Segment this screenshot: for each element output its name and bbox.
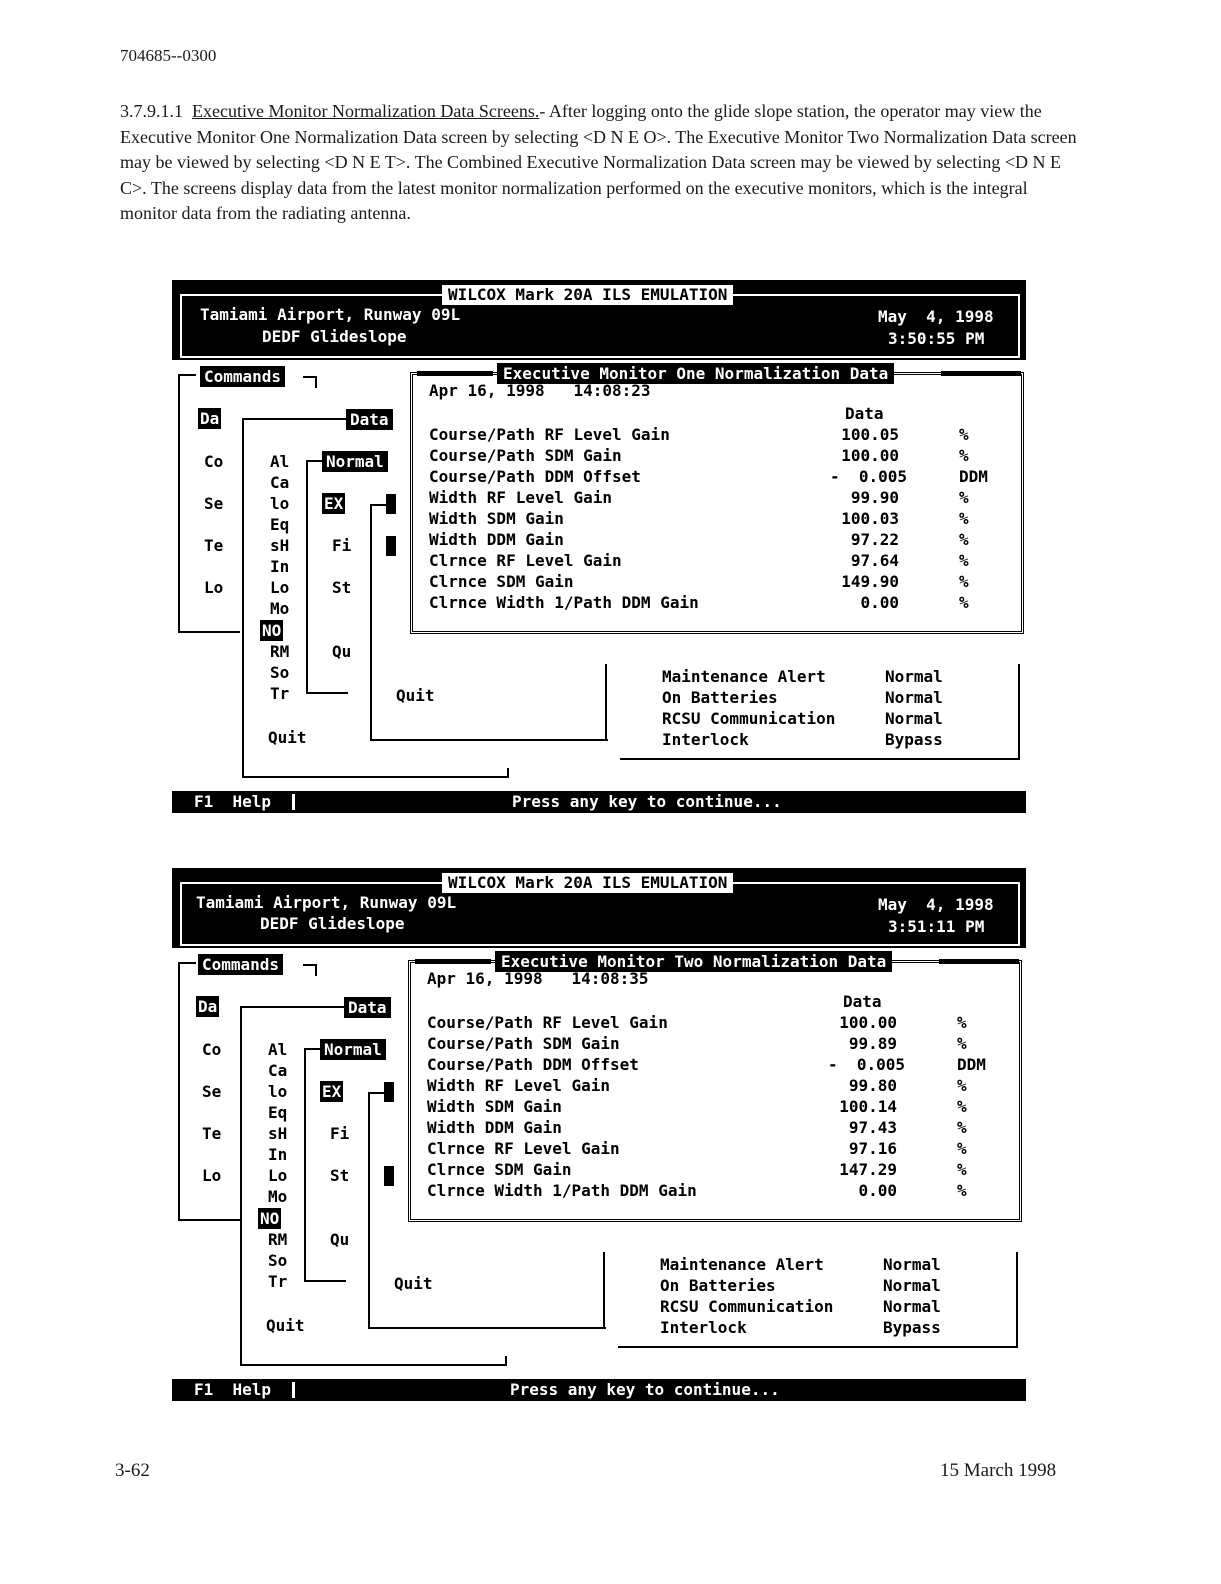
current-date: May 4, 1998	[878, 307, 994, 326]
data-item-in[interactable]: In	[268, 1145, 288, 1164]
row-label: Width RF Level Gain	[427, 1076, 611, 1095]
status-label-interlock: Interlock	[660, 1318, 747, 1337]
data-item-al[interactable]: Al	[270, 452, 290, 471]
row-unit: %	[957, 1139, 967, 1158]
normalization-data-dialog	[410, 364, 1024, 634]
data-item-in[interactable]: In	[270, 557, 290, 576]
status-value-maintenance-alert: Normal	[883, 1255, 941, 1274]
row-unit: DDM	[959, 467, 988, 486]
row-label: Clrnce SDM Gain	[429, 572, 574, 591]
row-label: Width DDM Gain	[427, 1118, 562, 1137]
row-value: 97.43	[848, 1118, 897, 1137]
row-unit: %	[959, 551, 969, 570]
row-value: 100.00	[841, 446, 899, 465]
row-unit: %	[957, 1160, 967, 1179]
dialog-title: Executive Monitor Two Normalization Data	[495, 951, 892, 972]
section-paragraph	[120, 99, 1080, 227]
ex-menu-cursor-block	[384, 1166, 394, 1186]
data-item-tr[interactable]: Tr	[270, 684, 290, 703]
normalization-data-dialog	[408, 952, 1022, 1222]
current-time: 3:51:11 PM	[888, 917, 985, 936]
row-label: Clrnce Width 1/Path DDM Gain	[429, 593, 699, 612]
row-value: 100.00	[839, 1013, 897, 1032]
row-unit: %	[957, 1013, 967, 1032]
status-value-on-batteries: Normal	[883, 1276, 941, 1295]
row-label: Course/Path SDM Gain	[427, 1034, 620, 1053]
data-item-ca[interactable]: Ca	[268, 1061, 288, 1080]
row-value: 97.16	[848, 1139, 897, 1158]
data-item-lo-1[interactable]: lo	[268, 1082, 288, 1101]
ex-menu-cursor-block	[386, 536, 396, 556]
status-label-rcsu-communication: RCSU Communication	[662, 709, 836, 728]
status-label-maintenance-alert: Maintenance Alert	[662, 667, 826, 686]
airport-location: Tamiami Airport, Runway 09L	[196, 893, 457, 912]
row-value: 99.90	[850, 488, 899, 507]
page-number: 3-62	[115, 1460, 150, 1481]
row-label: Course/Path RF Level Gain	[429, 425, 670, 444]
normal-item-fi[interactable]: Fi	[332, 536, 352, 555]
row-value: 0.00	[860, 593, 899, 612]
status-label-on-batteries: On Batteries	[662, 688, 778, 707]
row-value: 100.03	[841, 509, 899, 528]
row-label: Clrnce RF Level Gain	[427, 1139, 620, 1158]
command-item-lo[interactable]: Lo	[202, 1166, 222, 1185]
title-header	[172, 280, 1026, 360]
data-item-quit[interactable]: Quit	[266, 1316, 305, 1335]
data-item-quit[interactable]: Quit	[268, 728, 307, 747]
row-value: 100.05	[841, 425, 899, 444]
data-column-header: Data	[845, 404, 884, 423]
row-label: Width DDM Gain	[429, 530, 564, 549]
row-label: Clrnce Width 1/Path DDM Gain	[427, 1181, 697, 1200]
normal-item-st[interactable]: St	[330, 1166, 350, 1185]
normal-item-qu[interactable]: Qu	[332, 642, 352, 661]
function-key-bar	[172, 1379, 1026, 1401]
row-unit: %	[959, 572, 969, 591]
row-value: 97.22	[850, 530, 899, 549]
row-value: 149.90	[841, 572, 899, 591]
row-unit: %	[959, 425, 969, 444]
row-label: Course/Path DDM Offset	[429, 467, 641, 486]
row-label: Clrnce SDM Gain	[427, 1160, 572, 1179]
row-unit: %	[959, 488, 969, 507]
data-item-sh[interactable]: sH	[270, 536, 290, 555]
row-unit: %	[957, 1181, 967, 1200]
data-item-normalization[interactable]: NO	[260, 1209, 280, 1228]
app-title: WILCOX Mark 20A ILS EMULATION	[442, 873, 733, 893]
command-item-se[interactable]: Se	[202, 1082, 222, 1101]
commands-menu-title[interactable]: Commands	[200, 366, 285, 387]
press-any-key-prompt: Press any key to continue...	[510, 1380, 780, 1399]
section-number: 3.7.9.1.1	[120, 101, 183, 121]
ex-menu-quit[interactable]: Quit	[396, 686, 435, 705]
airport-location: Tamiami Airport, Runway 09L	[200, 305, 461, 324]
row-label: Width RF Level Gain	[429, 488, 613, 507]
data-item-rm[interactable]: RM	[270, 642, 290, 661]
status-value-interlock: Bypass	[883, 1318, 941, 1337]
data-menu-title[interactable]: Data	[344, 997, 391, 1018]
data-item-lo-2[interactable]: Lo	[268, 1166, 288, 1185]
function-key-bar	[172, 791, 1026, 813]
terminal-screen-two	[172, 868, 1026, 1403]
status-label-on-batteries: On Batteries	[660, 1276, 776, 1295]
data-item-lo-2[interactable]: Lo	[270, 578, 290, 597]
terminal-screen-one	[172, 280, 1026, 815]
row-label: Course/Path DDM Offset	[427, 1055, 639, 1074]
data-item-rm[interactable]: RM	[268, 1230, 288, 1249]
row-unit: %	[959, 530, 969, 549]
row-value: 99.89	[848, 1034, 897, 1053]
normal-item-fi[interactable]: Fi	[330, 1124, 350, 1143]
status-value-on-batteries: Normal	[885, 688, 943, 707]
row-value: - 0.005	[829, 467, 907, 486]
normal-menu-title[interactable]: Normal	[322, 451, 388, 472]
command-item-data[interactable]: Da	[198, 997, 218, 1016]
section-body: - After logging onto the glide slope station, the operator may view the Executive Monitor One Normalization Data screen by selecting <D N E O>. The Executive Monitor Two Normalization Data screen may be viewed by selecting <D N E T>. The Combined Executive Normalization Data screen may be viewed by selecting <D N E C>. The screens display data from the latest monitor normalization performed on the executive monitors, which is the integral monitor data from the radiating antenna.	[120, 101, 1077, 224]
row-unit: %	[957, 1118, 967, 1137]
row-unit: %	[959, 446, 969, 465]
normal-item-st[interactable]: St	[332, 578, 352, 597]
data-item-eq[interactable]: Eq	[268, 1103, 288, 1122]
document-number: 704685--0300	[120, 46, 217, 65]
command-item-te[interactable]: Te	[202, 1124, 222, 1143]
dialog-title: Executive Monitor One Normalization Data	[497, 363, 894, 384]
station-name: DEDF Glideslope	[262, 327, 407, 346]
f1-help-key[interactable]: F1 Help	[194, 792, 272, 811]
data-item-mo[interactable]: Mo	[270, 599, 290, 618]
data-column-header: Data	[843, 992, 882, 1011]
row-value: 0.00	[858, 1181, 897, 1200]
data-item-ca[interactable]: Ca	[270, 473, 290, 492]
data-item-lo-1[interactable]: lo	[270, 494, 290, 513]
row-unit: %	[957, 1097, 967, 1116]
status-value-interlock: Bypass	[885, 730, 943, 749]
row-value: - 0.005	[827, 1055, 905, 1074]
status-value-rcsu-communication: Normal	[883, 1297, 941, 1316]
data-item-so[interactable]: So	[268, 1251, 288, 1270]
row-label: Course/Path RF Level Gain	[427, 1013, 668, 1032]
row-unit: %	[959, 593, 969, 612]
commands-menu-title[interactable]: Commands	[198, 954, 283, 975]
press-any-key-prompt: Press any key to continue...	[512, 792, 782, 811]
data-menu-title[interactable]: Data	[346, 409, 393, 430]
data-item-sh[interactable]: sH	[268, 1124, 288, 1143]
ex-menu-title-block	[386, 494, 396, 514]
row-label: Width SDM Gain	[427, 1097, 562, 1116]
command-item-se[interactable]: Se	[204, 494, 224, 513]
command-item-lo[interactable]: Lo	[204, 578, 224, 597]
row-unit: %	[957, 1076, 967, 1095]
normal-item-executive[interactable]: EX	[322, 1082, 342, 1101]
app-title: WILCOX Mark 20A ILS EMULATION	[442, 285, 733, 305]
row-value: 99.80	[848, 1076, 897, 1095]
ex-menu-title-block	[384, 1082, 394, 1102]
command-item-co[interactable]: Co	[204, 452, 224, 471]
row-unit: %	[957, 1034, 967, 1053]
ex-menu-quit[interactable]: Quit	[394, 1274, 433, 1293]
status-value-rcsu-communication: Normal	[885, 709, 943, 728]
current-time: 3:50:55 PM	[888, 329, 985, 348]
data-item-so[interactable]: So	[270, 663, 290, 682]
normalization-timestamp: Apr 16, 1998 14:08:23	[429, 381, 651, 400]
current-date: May 4, 1998	[878, 895, 994, 914]
normalization-timestamp: Apr 16, 1998 14:08:35	[427, 969, 649, 988]
normal-item-executive[interactable]: EX	[324, 494, 344, 513]
row-value: 100.14	[839, 1097, 897, 1116]
row-value: 147.29	[839, 1160, 897, 1179]
row-label: Width SDM Gain	[429, 509, 564, 528]
data-item-tr[interactable]: Tr	[268, 1272, 288, 1291]
row-unit: %	[959, 509, 969, 528]
row-unit: DDM	[957, 1055, 986, 1074]
row-label: Clrnce RF Level Gain	[429, 551, 622, 570]
normal-item-qu[interactable]: Qu	[330, 1230, 350, 1249]
status-value-maintenance-alert: Normal	[885, 667, 943, 686]
row-label: Course/Path SDM Gain	[429, 446, 622, 465]
data-item-eq[interactable]: Eq	[270, 515, 290, 534]
command-item-co[interactable]: Co	[202, 1040, 222, 1059]
title-header	[172, 868, 1026, 948]
data-item-mo[interactable]: Mo	[268, 1187, 288, 1206]
f1-help-key[interactable]: F1 Help	[194, 1380, 272, 1399]
status-label-interlock: Interlock	[662, 730, 749, 749]
status-label-maintenance-alert: Maintenance Alert	[660, 1255, 824, 1274]
data-item-al[interactable]: Al	[268, 1040, 288, 1059]
section-heading: Executive Monitor Normalization Data Screens.	[192, 101, 540, 121]
row-value: 97.64	[850, 551, 899, 570]
data-item-normalization[interactable]: NO	[262, 621, 282, 640]
normal-menu-title[interactable]: Normal	[320, 1039, 386, 1060]
command-item-data[interactable]: Da	[200, 409, 220, 428]
station-name: DEDF Glideslope	[260, 914, 405, 933]
status-label-rcsu-communication: RCSU Communication	[660, 1297, 834, 1316]
document-date: 15 March 1998	[940, 1460, 1057, 1481]
command-item-te[interactable]: Te	[204, 536, 224, 555]
